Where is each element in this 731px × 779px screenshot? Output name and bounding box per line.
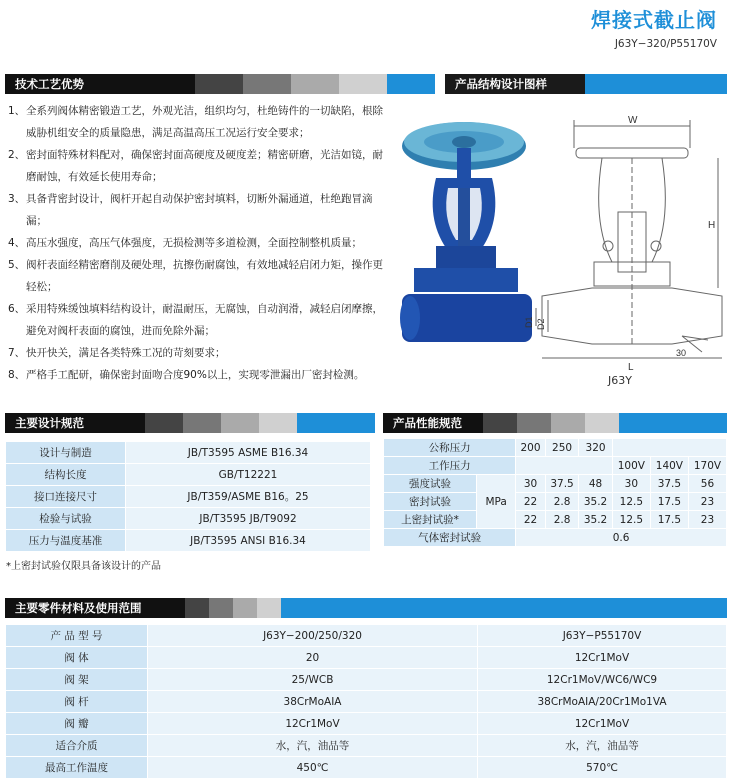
materials-label: 适合介质 <box>6 735 148 757</box>
design-row <box>6 530 371 552</box>
work-170v: 170V <box>688 457 726 475</box>
performance-row <box>384 493 727 511</box>
performance-value: 12.5 <box>612 493 650 511</box>
design-table <box>5 441 371 552</box>
advantage-text: 全系列阀体精密锻造工艺，外观光洁，组织均匀，杜绝铸件的一切缺陷，根除威胁机组安全的质量隐患，满足高温高压工况运行安全要求； <box>26 105 383 139</box>
work-140v: 140V <box>650 457 688 475</box>
materials-value: 水，汽，油品等 <box>148 735 478 757</box>
design-value: JB/T359/ASME B16。25 <box>126 486 371 508</box>
advantage-text: 具备背密封设计，阀杆开起自动保护密封填料，切断外漏通道，杜绝跑冒滴漏； <box>26 193 373 227</box>
materials-row <box>6 757 727 779</box>
performance-value: 56 <box>688 475 726 493</box>
design-value: JB/T3595 JB/T9092 <box>126 508 371 530</box>
materials-heading: 主要零件材料及使用范围 <box>5 598 185 618</box>
materials-value: 12Cr1MoV <box>478 713 727 735</box>
performance-heading: 产品性能规范 <box>383 413 483 433</box>
structure-heading: 产品结构设计图样 <box>445 74 585 94</box>
advantage-item <box>8 254 388 298</box>
materials-value: 25/WCB <box>148 669 478 691</box>
design-row <box>6 508 371 530</box>
dim-w-label: W <box>628 115 638 126</box>
advantage-text: 严格手工配研，确保密封面吻合度90%以上，实现零泄漏出厂密封检测。 <box>26 369 365 381</box>
advantage-text: 阀杆表面经精密磨削及硬处理，抗擦伤耐腐蚀，有效地减轻启闭力矩，操作更轻松； <box>26 259 383 293</box>
design-row <box>6 464 371 486</box>
materials-value: 12Cr1MoV <box>148 713 478 735</box>
advantage-number: 7、 <box>8 347 26 359</box>
advantage-text: 密封面特殊材料配对，确保密封面高硬度及硬度差；精密研磨，光洁如镜，耐磨耐蚀，有效延长使用寿命； <box>26 149 383 183</box>
performance-value: 23 <box>688 493 726 511</box>
nominal-200: 200 <box>516 439 546 457</box>
performance-label: 上密封试验* <box>384 511 477 529</box>
performance-value: 23 <box>688 511 726 529</box>
materials-value: 12Cr1MoV <box>478 647 727 669</box>
materials-value: 20 <box>148 647 478 669</box>
design-label: 接口连接尺寸 <box>6 486 126 508</box>
advantage-number: 5、 <box>8 259 26 271</box>
advantages-list <box>8 100 388 386</box>
performance-value: 2.8 <box>545 511 579 529</box>
model-subtitle: J63Y−320/P55170V <box>614 38 717 50</box>
advantage-number: 4、 <box>8 237 26 249</box>
dim-d1-label: D1 <box>524 316 534 328</box>
design-value: JB/T3595 ANSI B16.34 <box>126 530 371 552</box>
performance-value: 17.5 <box>650 493 688 511</box>
design-row <box>6 486 371 508</box>
materials-table <box>5 624 727 779</box>
materials-value: 12Cr1MoV/WC6/WC9 <box>478 669 727 691</box>
materials-row <box>6 691 727 713</box>
work-pressure-label: 工作压力 <box>384 457 516 475</box>
advantage-number: 1、 <box>8 105 26 117</box>
nominal-320: 320 <box>579 439 613 457</box>
advantage-number: 6、 <box>8 303 26 315</box>
performance-table <box>383 438 727 547</box>
materials-value: J63Y−200/250/320 <box>148 625 478 647</box>
materials-value: 水，汽，油品等 <box>478 735 727 757</box>
materials-label: 最高工作温度 <box>6 757 148 779</box>
design-label: 结构长度 <box>6 464 126 486</box>
dim-l-label: L <box>628 362 634 373</box>
materials-label: 阀 架 <box>6 669 148 691</box>
materials-row <box>6 713 727 735</box>
design-note: *上密封试验仅限具备该设计的产品 <box>6 561 161 572</box>
nominal-250: 250 <box>545 439 579 457</box>
dim-d2-label: D2 <box>536 318 546 330</box>
structure-drawing <box>524 112 727 374</box>
design-label: 压力与温度基准 <box>6 530 126 552</box>
performance-row <box>384 475 727 493</box>
materials-label: 阀 杆 <box>6 691 148 713</box>
materials-value: 450℃ <box>148 757 478 779</box>
advantages-bar <box>5 74 435 94</box>
nominal-pressure-label: 公称压力 <box>384 439 516 457</box>
advantage-text: 采用特殊缓蚀填料结构设计，耐温耐压，无腐蚀，自动润滑，减轻启闭摩擦，避免对阀杆表面的腐蚀，进而免除外漏； <box>26 303 383 337</box>
materials-value: 570℃ <box>478 757 727 779</box>
design-heading: 主要设计规范 <box>5 413 145 433</box>
design-label: 设计与制造 <box>6 442 126 464</box>
performance-value: 37.5 <box>545 475 579 493</box>
performance-value: 30 <box>612 475 650 493</box>
dim-angle-label: 30 <box>676 348 687 358</box>
advantage-number: 3、 <box>8 193 26 205</box>
materials-value: 38CrMoAIA/20Cr1Mo1VA <box>478 691 727 713</box>
advantage-item <box>8 342 388 364</box>
performance-value: 48 <box>579 475 613 493</box>
design-row <box>6 442 371 464</box>
performance-value: 22 <box>516 511 546 529</box>
work-100v: 100V <box>612 457 650 475</box>
advantage-text: 高压水强度，高压气体强度，无损检测等多道检测，全面控制整机质量； <box>26 237 362 249</box>
performance-value: 35.2 <box>579 493 613 511</box>
advantage-number: 8、 <box>8 369 26 381</box>
advantage-item <box>8 144 388 188</box>
drawing-caption: J63Y <box>608 374 632 387</box>
advantage-item <box>8 232 388 254</box>
performance-value: 2.8 <box>545 493 579 511</box>
gas-test-label: 气体密封试验 <box>384 529 516 547</box>
advantage-item <box>8 100 388 144</box>
performance-value: 30 <box>516 475 546 493</box>
advantage-item <box>8 298 388 342</box>
materials-row <box>6 735 727 757</box>
design-value: JB/T3595 ASME B16.34 <box>126 442 371 464</box>
performance-value: 12.5 <box>612 511 650 529</box>
advantage-text: 快开快关，满足各类特殊工况的苛刻要求； <box>26 347 226 359</box>
performance-value: 22 <box>516 493 546 511</box>
design-value: GB/T12221 <box>126 464 371 486</box>
materials-value: 38CrMoAIA <box>148 691 478 713</box>
advantage-item <box>8 364 388 386</box>
performance-label: 强度试验 <box>384 475 477 493</box>
materials-value: J63Y−P55170V <box>478 625 727 647</box>
materials-label: 阀 瓣 <box>6 713 148 735</box>
structure-bar <box>445 74 727 94</box>
performance-label: 密封试验 <box>384 493 477 511</box>
advantage-item <box>8 188 388 232</box>
performance-row <box>384 511 727 529</box>
advantage-number: 2、 <box>8 149 26 161</box>
design-bar <box>5 413 375 433</box>
performance-value: 17.5 <box>650 511 688 529</box>
design-label: 检验与试验 <box>6 508 126 530</box>
materials-label: 产 品 型 号 <box>6 625 148 647</box>
unit-mpa: MPa <box>477 475 516 529</box>
gas-test-value: 0.6 <box>516 529 727 547</box>
materials-row <box>6 625 727 647</box>
materials-row <box>6 647 727 669</box>
page-title: 焊接式截止阀 <box>591 8 717 32</box>
performance-value: 35.2 <box>579 511 613 529</box>
materials-bar <box>5 598 727 618</box>
materials-row <box>6 669 727 691</box>
materials-label: 阀 体 <box>6 647 148 669</box>
advantages-heading: 技术工艺优势 <box>5 74 195 94</box>
performance-bar <box>383 413 727 433</box>
performance-value: 37.5 <box>650 475 688 493</box>
dim-h-label: H <box>708 220 716 231</box>
